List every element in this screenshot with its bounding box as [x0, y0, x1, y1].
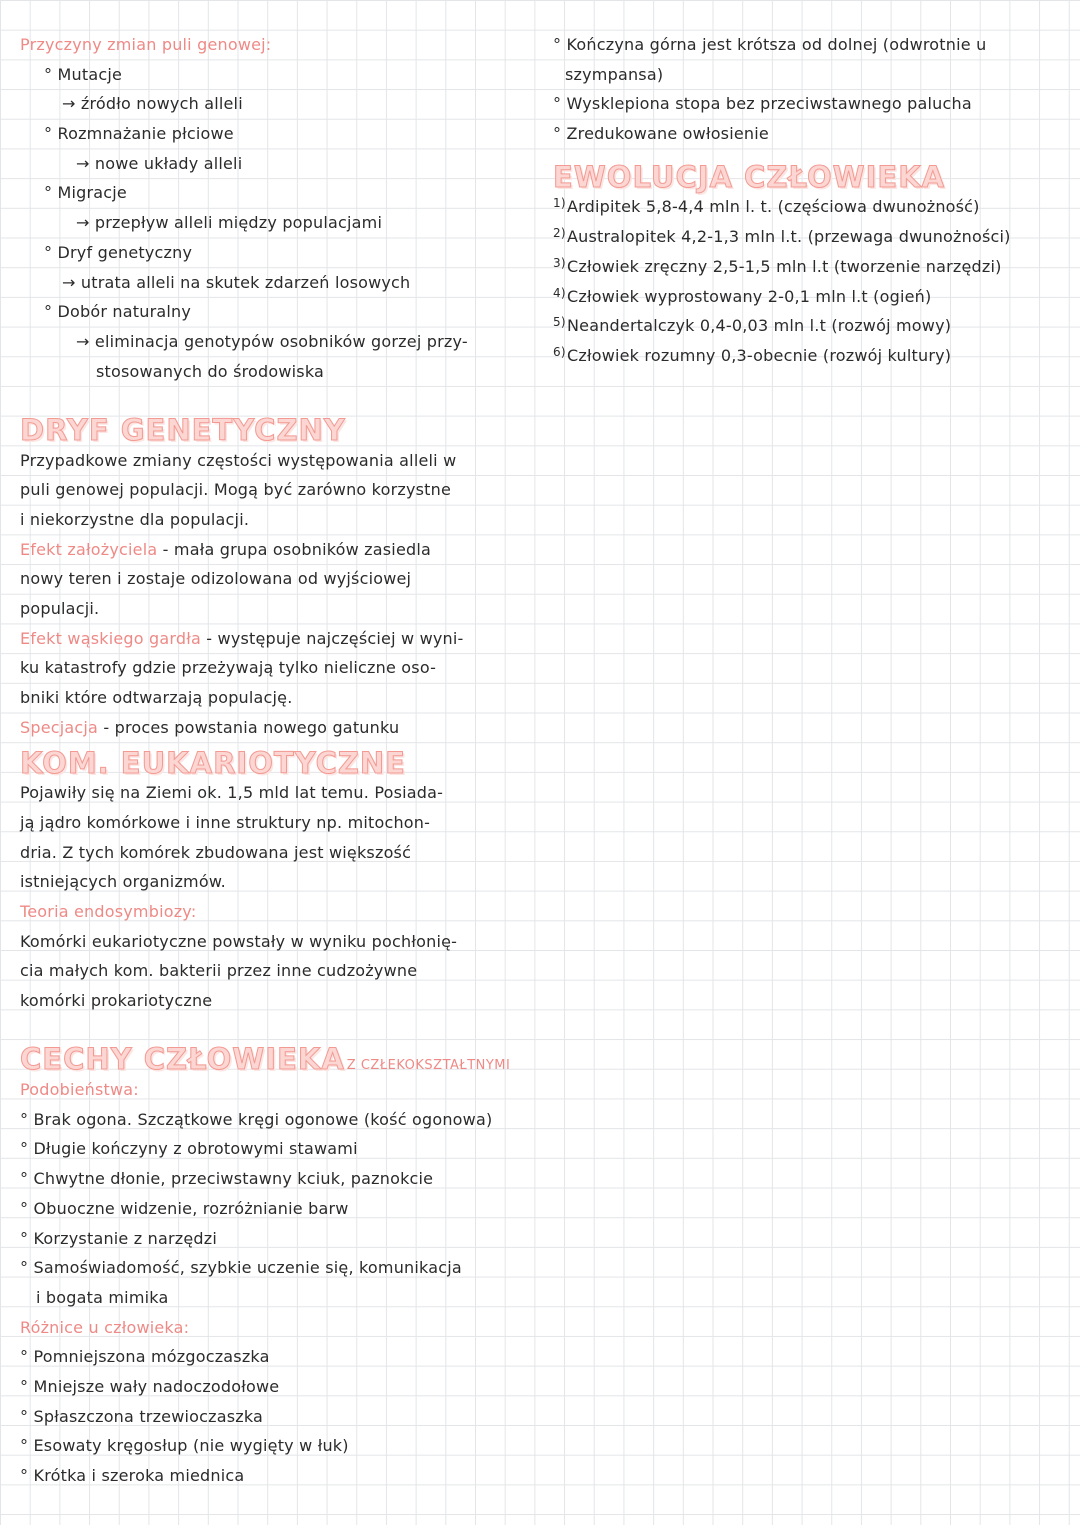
eukaryotic-text: ją jądro komórkowe i inne struktury np. mitochon- [20, 812, 431, 832]
difference-item: ° Zredukowane owłosienie [553, 124, 769, 144]
founder-effect: Efekt założyciela - mała grupa osobników zasiedla [20, 539, 432, 559]
cause-detail: → utrata alleli na skutek zdarzeń losowych [62, 272, 411, 292]
founder-effect-text: nowy teren i zostaje odizolowana od wyjściowej [20, 569, 412, 589]
difference-item: ° Kończyna górna jest krótsza od dolnej (odwrotnie u [553, 35, 987, 54]
causes-title: Przyczyny zmian puli genowej: [20, 35, 272, 54]
human-traits-subheading: Z CZŁEKOKSZTAŁTNYMI [346, 1058, 511, 1074]
similarity-item: ° Samoświadomość, szybkie uczenie się, komunikacja [20, 1258, 462, 1278]
cause-item: ° Mutacje [44, 64, 123, 84]
cause-item: ° Dryf genetyczny [44, 242, 193, 262]
cause-detail-cont: stosowanych do środowiska [96, 361, 325, 381]
evolution-item: 5)Neandertalczyk 0,4-0,03 mln l.t (rozwój mowy) [553, 315, 952, 336]
human-traits-heading: CECHY CZŁOWIEKA Z CZŁEKOKSZTAŁTNYMI [20, 1042, 511, 1077]
right-column [553, 30, 1063, 371]
similarity-item: ° Korzystanie z narzędzi [20, 1228, 218, 1248]
evolution-heading: EWOLUCJA CZŁOWIEKA [553, 159, 946, 194]
difference-item-cont: szympansa) [565, 64, 664, 84]
similarity-item: ° Obuoczne widzenie, rozróżnianie barw [20, 1198, 349, 1218]
bottleneck-effect-text: ku katastrofy gdzie przeżywają tylko nieliczne oso- [20, 658, 437, 678]
difference-item: ° Wysklepiona stopa bez przeciwstawnego palucha [553, 94, 972, 114]
drift-text: puli genowej populacji. Mogą być zarówno korzystne [20, 480, 452, 500]
cause-detail: → przepływ alleli między populacjami [76, 213, 383, 233]
similarity-item: ° Chwytne dłonie, przeciwstawny kciuk, paznokcie [20, 1169, 434, 1189]
eukaryotic-heading: KOM. EUKARIOTYCZNE [20, 745, 406, 780]
difference-item: ° Esowaty kręgosłup (nie wygięty w łuk) [20, 1436, 349, 1456]
cause-item: ° Migracje [44, 183, 127, 203]
similarity-item: ° Brak ogona. Szczątkowe kręgi ogonowe (kość ogonowa) [20, 1109, 493, 1129]
evolution-item: 1)Ardipitek 5,8-4,4 mln l. t. (częściowa dwunożność) [553, 196, 980, 217]
evolution-item: 6)Człowiek rozumny 0,3-obecnie (rozwój kultury) [553, 344, 952, 365]
drift-heading: DRYF GENETYCZNY [20, 412, 346, 447]
evolution-item: 3)Człowiek zręczny 2,5-1,5 mln l.t (tworzenie narzędzi) [553, 255, 1002, 276]
left-column [20, 30, 530, 1491]
eukaryotic-text: istniejących organizmów. [20, 872, 226, 892]
difference-item: ° Krótka i szeroka miednica [20, 1466, 245, 1485]
endosymbiosis-label: Teoria endosymbiozy: [20, 901, 197, 921]
cause-detail: → eliminacja genotypów osobników gorzej przy- [76, 331, 468, 351]
cause-detail: → źródło nowych alleli [62, 94, 243, 114]
similarities-label: Podobieństwa: [20, 1080, 139, 1100]
cause-item: ° Dobór naturalny [44, 302, 192, 322]
endosymbiosis-text: Komórki eukariotyczne powstały w wyniku pochłonię- [20, 931, 458, 951]
bottleneck-effect-text: bniki które odtwarzają populację. [20, 688, 293, 708]
eukaryotic-text: dria. Z tych komórek zbudowana jest większość [20, 842, 412, 862]
differences-label: Różnice u człowieka: [20, 1317, 190, 1337]
drift-text: Przypadkowe zmiany częstości występowania alleli w [20, 450, 457, 470]
similarity-item-cont: i bogata mimika [36, 1287, 169, 1307]
cause-item: ° Rozmnażanie płciowe [44, 124, 234, 144]
similarity-item: ° Długie kończyny z obrotowymi stawami [20, 1139, 358, 1159]
endosymbiosis-text: cia małych kom. bakterii przez inne cudzożywne [20, 961, 418, 981]
speciation: Specjacja - proces powstania nowego gatunku [20, 717, 400, 737]
evolution-item: 2)Australopitek 4,2-1,3 mln l.t. (przewaga dwunożności) [553, 226, 1011, 247]
difference-item: ° Pomniejszona mózgoczaszka [20, 1347, 270, 1367]
eukaryotic-text: Pojawiły się na Ziemi ok. 1,5 mld lat temu. Posiada- [20, 783, 444, 803]
drift-text: i niekorzystne dla populacji. [20, 510, 250, 529]
cause-detail: → nowe układy alleli [76, 153, 243, 173]
founder-effect-text: populacji. [20, 599, 100, 619]
evolution-item: 4)Człowiek wyprostowany 2-0,1 mln l.t (ogień) [553, 285, 932, 306]
endosymbiosis-text: komórki prokariotyczne [20, 991, 213, 1010]
difference-item: ° Spłaszczona trzewioczaszka [20, 1406, 264, 1426]
bottleneck-effect: Efekt wąskiego gardła - występuje najczęściej w wyni- [20, 628, 464, 648]
difference-item: ° Mniejsze wały nadoczodołowe [20, 1376, 280, 1396]
